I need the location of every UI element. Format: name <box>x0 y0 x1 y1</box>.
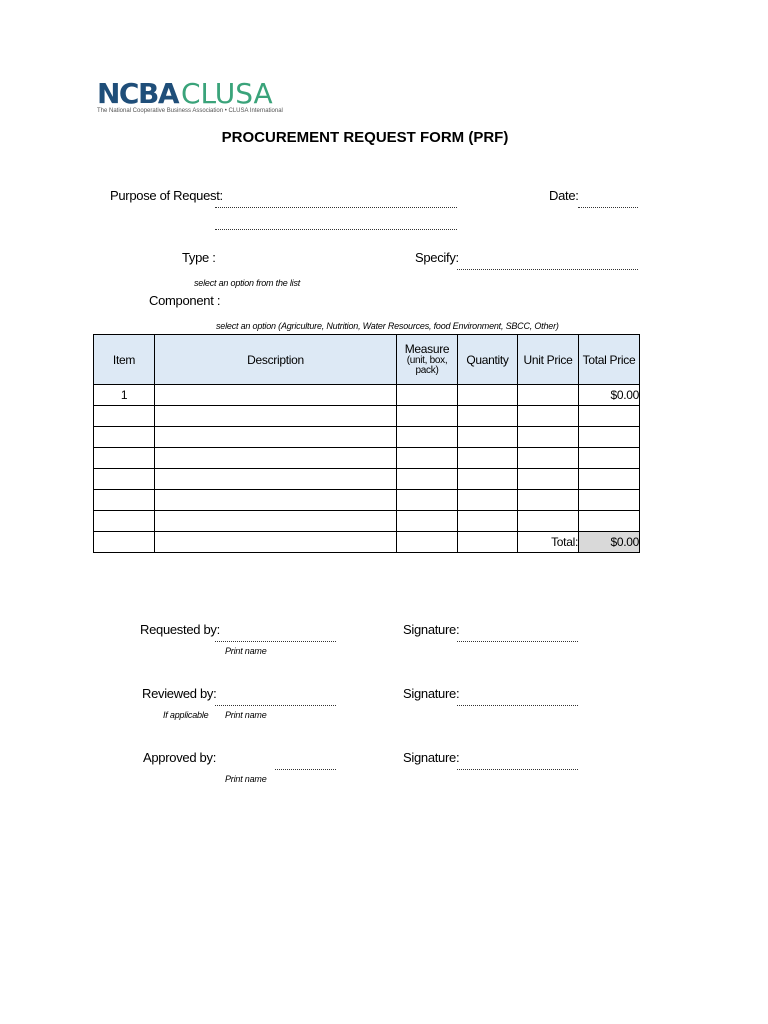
cell-total-price <box>579 448 640 469</box>
date-label: Date: <box>549 188 579 203</box>
reviewed-signature-label: Signature: <box>403 686 460 701</box>
cell-item[interactable] <box>94 448 155 469</box>
cell-total-price <box>579 427 640 448</box>
specify-label: Specify: <box>415 250 459 265</box>
total-label: Total: <box>518 532 579 553</box>
cell-quantity[interactable] <box>458 385 518 406</box>
header-item: Item <box>94 335 155 385</box>
if-applicable-hint: If applicable <box>163 710 209 720</box>
cell-measure[interactable] <box>397 511 458 532</box>
header-quantity: Quantity <box>458 335 518 385</box>
header-unit-price: Unit Price <box>518 335 579 385</box>
cell-quantity[interactable] <box>458 406 518 427</box>
cell-unit-price[interactable] <box>518 448 579 469</box>
cell-description[interactable] <box>155 469 397 490</box>
cell-quantity[interactable] <box>458 490 518 511</box>
cell-unit-price[interactable] <box>518 385 579 406</box>
cell-item[interactable] <box>94 469 155 490</box>
cell-measure[interactable] <box>397 406 458 427</box>
table-header-row <box>94 335 640 385</box>
table-row <box>94 490 640 511</box>
cell-item[interactable] <box>94 427 155 448</box>
cell-measure-blank <box>397 532 458 553</box>
cell-description[interactable] <box>155 490 397 511</box>
requested-signature-label: Signature: <box>403 622 460 637</box>
requested-by-input-line[interactable] <box>215 641 336 642</box>
cell-description[interactable] <box>155 385 397 406</box>
table-total-row <box>94 532 640 553</box>
cell-unit-price[interactable] <box>518 406 579 427</box>
cell-quantity[interactable] <box>458 448 518 469</box>
cell-quantity[interactable] <box>458 469 518 490</box>
reviewed-print-name-hint: Print name <box>225 710 267 720</box>
logo-ncba: NCBA <box>97 77 178 110</box>
cell-unit-price[interactable] <box>518 511 579 532</box>
cell-measure[interactable] <box>397 448 458 469</box>
component-hint: select an option (Agriculture, Nutrition, Water Resources, food Environment, SBCC, Other) <box>216 321 559 331</box>
cell-unit-price[interactable] <box>518 469 579 490</box>
reviewed-by-label: Reviewed by: <box>142 686 217 701</box>
cell-total-price: $0.00 <box>579 385 640 406</box>
type-hint: select an option from the list <box>194 278 301 288</box>
cell-description[interactable] <box>155 511 397 532</box>
table-row <box>94 511 640 532</box>
purpose-input-line-2[interactable] <box>215 229 457 230</box>
approved-print-name-hint: Print name <box>225 774 267 784</box>
requested-signature-line[interactable] <box>457 641 578 642</box>
cell-quantity[interactable] <box>458 427 518 448</box>
header-measure-sub: (unit, box, pack) <box>406 355 448 376</box>
header-measure <box>397 335 458 385</box>
approved-by-label: Approved by: <box>143 750 217 765</box>
cell-measure[interactable] <box>397 469 458 490</box>
header-measure-label: Measure <box>404 342 450 356</box>
purpose-input-line-1[interactable] <box>215 207 457 208</box>
logo-tagline: The National Cooperative Business Association • CLUSA International <box>97 108 283 114</box>
component-label: Component : <box>149 293 221 308</box>
header-total-price: Total Price <box>579 335 640 385</box>
table-row <box>94 385 640 406</box>
cell-unit-price[interactable] <box>518 490 579 511</box>
cell-item-blank <box>94 532 155 553</box>
purpose-label: Purpose of Request: <box>110 188 223 203</box>
form-title: PROCUREMENT REQUEST FORM (PRF) <box>221 129 509 146</box>
reviewed-signature-line[interactable] <box>457 705 578 706</box>
cell-item[interactable] <box>94 490 155 511</box>
logo-clusa: CLUSA <box>181 77 273 110</box>
approved-signature-line[interactable] <box>457 769 578 770</box>
cell-measure[interactable] <box>397 490 458 511</box>
requested-by-label: Requested by: <box>140 622 220 637</box>
date-input-line[interactable] <box>578 207 638 208</box>
cell-description[interactable] <box>155 406 397 427</box>
approved-signature-label: Signature: <box>403 750 460 765</box>
table-row <box>94 427 640 448</box>
cell-total-price <box>579 406 640 427</box>
type-label: Type : <box>182 250 216 265</box>
cell-item[interactable]: 1 <box>94 385 155 406</box>
cell-total-price <box>579 469 640 490</box>
table-row <box>94 406 640 427</box>
cell-item[interactable] <box>94 406 155 427</box>
cell-quantity-blank <box>458 532 518 553</box>
header-description: Description <box>155 335 397 385</box>
cell-description[interactable] <box>155 427 397 448</box>
cell-measure[interactable] <box>397 385 458 406</box>
table-row <box>94 469 640 490</box>
cell-total-price <box>579 511 640 532</box>
cell-description-blank <box>155 532 397 553</box>
cell-total-price <box>579 490 640 511</box>
specify-input-line[interactable] <box>457 269 638 270</box>
cell-quantity[interactable] <box>458 511 518 532</box>
items-table <box>93 334 640 553</box>
table-row <box>94 448 640 469</box>
cell-unit-price[interactable] <box>518 427 579 448</box>
approved-by-input-line[interactable] <box>275 769 336 770</box>
total-value: $0.00 <box>579 532 640 553</box>
cell-item[interactable] <box>94 511 155 532</box>
reviewed-by-input-line[interactable] <box>215 705 336 706</box>
cell-measure[interactable] <box>397 427 458 448</box>
requested-print-name-hint: Print name <box>225 646 267 656</box>
cell-description[interactable] <box>155 448 397 469</box>
